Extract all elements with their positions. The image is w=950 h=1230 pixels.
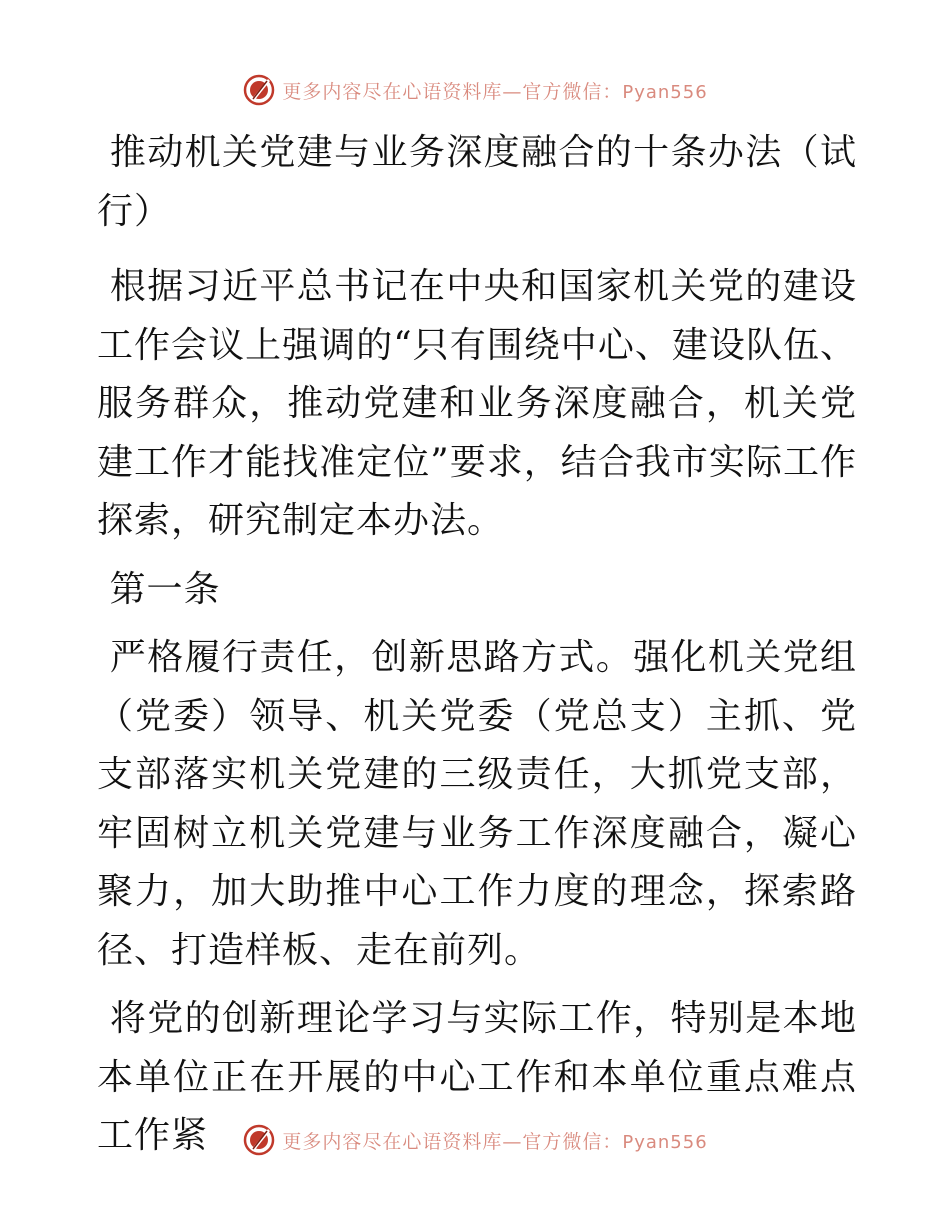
watermark-text: 更多内容尽在心语资料库—官方微信：Pyan556: [282, 80, 708, 103]
intro-paragraph: 根据习近平总书记在中央和国家机关党的建设工作会议上强调的“只有围绕中心、建设队伍、服务群众，推动党建和业务深度融合，机关党建工作才能找准定位”要求，结合我市实际工作探索，研究制定本办法。: [97, 266, 857, 541]
quill-logo-icon: [242, 1123, 276, 1157]
document-title: 推动机关党建与业务深度融合的十条办法（试行）: [97, 132, 857, 232]
watermark-text: 更多内容尽在心语资料库—官方微信：Pyan556: [282, 1130, 708, 1153]
header-watermark: [0, 70, 950, 110]
document-body: [97, 124, 857, 1166]
body-paragraph-1: 严格履行责任，创新思路方式。强化机关党组（党委）领导、机关党委（党总支）主抓、党支部落实机关党建的三级责任，大抓党支部，牢固树立机关党建与业务工作深度融合，凝心聚力，加大助推中心工作力度的理念，探索路径、打造样板、走在前列。: [97, 637, 857, 971]
body-paragraph-2: 将党的创新理论学习与实际工作，特别是本地本单位正在开展的中心工作和本单位重点难点工作紧: [97, 998, 857, 1156]
footer-watermark: [0, 1120, 950, 1160]
section-heading: 第一条: [97, 568, 221, 610]
quill-logo-icon: [242, 73, 276, 107]
